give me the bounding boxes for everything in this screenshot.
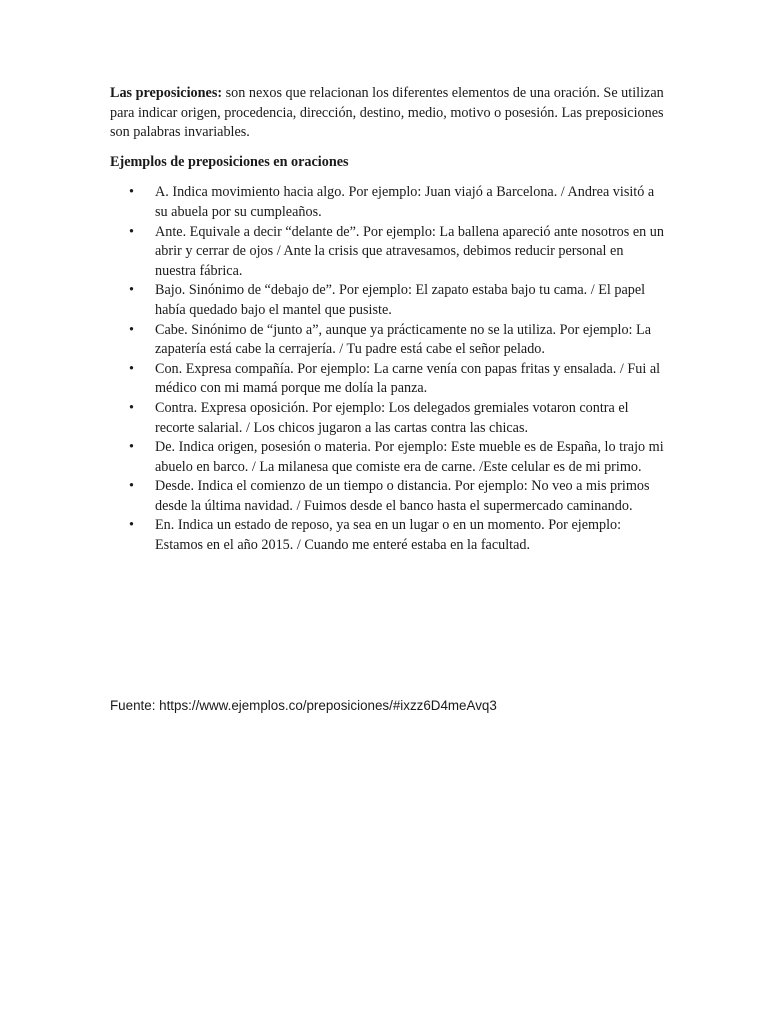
section-heading: Ejemplos de preposiciones en oraciones (110, 153, 349, 170)
list-item-text: Bajo. Sinónimo de “debajo de”. Por ejemplo: El zapato estaba bajo tu cama. / El papel había quedado bajo el mantel que pusiste. (155, 282, 646, 318)
list-item (110, 321, 665, 360)
document-body (110, 84, 665, 556)
list-item-text: Desde. Indica el comienzo de un tiempo o distancia. Por ejemplo: No veo a mis primos desde la última navidad. / Fuimos desde el banco hasta el supermercado caminando. (155, 478, 650, 514)
list-item-text: En. Indica un estado de reposo, ya sea en un lugar o en un momento. Por ejemplo: Estamos en el año 2015. / Cuando me enteré estaba en la facultad. (155, 517, 622, 554)
bullet-icon: • (129, 517, 134, 534)
list-item (110, 183, 665, 222)
bullet-icon: • (129, 360, 134, 377)
source-line: Fuente: https://www.ejemplos.co/preposiciones/#ixzz6D4meAvq3 (110, 698, 497, 713)
bullet-icon: • (129, 223, 134, 240)
list-item (110, 281, 665, 320)
bullet-icon: • (129, 439, 134, 456)
list-item (110, 477, 665, 516)
list-item (110, 438, 665, 477)
intro-term: Las preposiciones: (110, 85, 223, 101)
bullet-icon: • (129, 399, 134, 416)
list-item-text: Cabe. Sinónimo de “junto a”, aunque ya prácticamente no se la utiliza. Por ejemplo: La zapatería está cabe la cerrajería. / Tu padre está cabe el señor pelado. (155, 321, 652, 358)
list-item-text: Con. Expresa compañía. Por ejemplo: La carne venía con papas fritas y ensalada. / Fui al médico con mi mamá porque me dolía la panza. (155, 360, 661, 397)
list-item (110, 516, 665, 555)
examples-list (110, 183, 665, 555)
intro-text: son nexos que relacionan los diferentes elementos de una oración. Se utilizan para indicar origen, procedencia, dirección, destino, medio, motivo o posesión. Las preposiciones son palabras invariables. (110, 85, 664, 141)
bullet-icon: • (129, 478, 134, 495)
bullet-icon: • (129, 184, 134, 201)
list-item-text: Ante. Equivale a decir “delante de”. Por ejemplo: La ballena apareció ante nosotros en un abrir y cerrar de ojos / Ante la crisis que atravesamos, debimos reducir personal en nuestra fábrica. (155, 223, 664, 279)
list-item (110, 223, 665, 282)
list-item-text: A. Indica movimiento hacia algo. Por ejemplo: Juan viajó a Barcelona. / Andrea visitó a su abuela por su cumpleaños. (155, 184, 655, 220)
list-item (110, 399, 665, 438)
list-item-text: Contra. Expresa oposición. Por ejemplo: Los delegados gremiales votaron contra el recorte salarial. / Los chicos jugaron a las cartas contra las chicas. (155, 399, 629, 436)
bullet-icon: • (129, 321, 134, 338)
intro-paragraph (110, 84, 665, 143)
bullet-icon: • (129, 282, 134, 299)
list-item (110, 360, 665, 399)
list-item-text: De. Indica origen, posesión o materia. Por ejemplo: Este mueble es de España, lo trajo mi abuelo en barco. / La milanesa que comiste era de carne. /Este celular es de mi primo. (155, 439, 664, 475)
